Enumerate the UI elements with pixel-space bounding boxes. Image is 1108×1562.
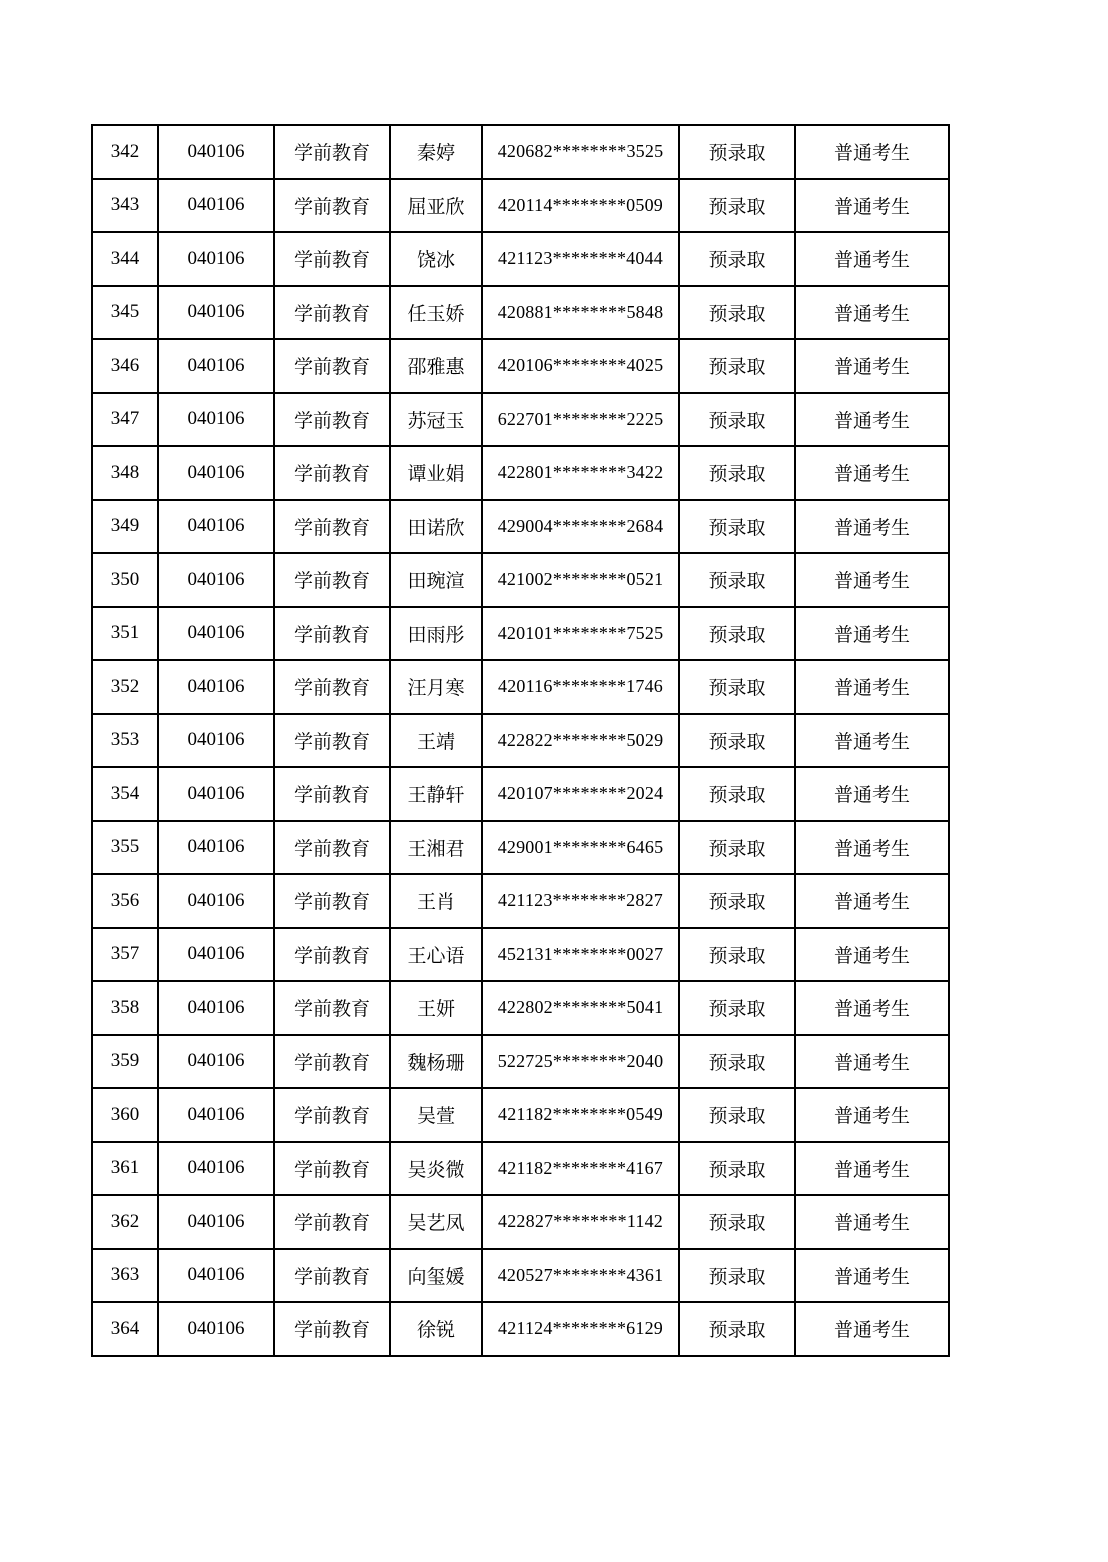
cell-id-number: 422802********5041 <box>482 981 679 1035</box>
table-row <box>92 1302 949 1356</box>
cell-major-name: 学前教育 <box>274 446 390 500</box>
cell-admission-status: 预录取 <box>679 232 795 286</box>
cell-major-name: 学前教育 <box>274 125 390 179</box>
cell-major-name: 学前教育 <box>274 1302 390 1356</box>
cell-major-name: 学前教育 <box>274 500 390 554</box>
cell-id-number: 452131********0027 <box>482 928 679 982</box>
cell-student-name: 秦婷 <box>390 125 482 179</box>
cell-major-name: 学前教育 <box>274 1088 390 1142</box>
cell-major-name: 学前教育 <box>274 393 390 447</box>
cell-major-code: 040106 <box>158 607 274 661</box>
cell-student-type: 普通考生 <box>795 1249 949 1303</box>
cell-id-number: 420682********3525 <box>482 125 679 179</box>
cell-student-name: 饶冰 <box>390 232 482 286</box>
cell-student-name: 王妍 <box>390 981 482 1035</box>
cell-major-code: 040106 <box>158 1249 274 1303</box>
cell-student-type: 普通考生 <box>795 821 949 875</box>
cell-student-name: 徐锐 <box>390 1302 482 1356</box>
table-row <box>92 1195 949 1249</box>
cell-admission-status: 预录取 <box>679 393 795 447</box>
table-row <box>92 660 949 714</box>
cell-major-name: 学前教育 <box>274 928 390 982</box>
cell-admission-status: 预录取 <box>679 1195 795 1249</box>
cell-serial-number: 363 <box>92 1249 158 1303</box>
cell-id-number: 622701********2225 <box>482 393 679 447</box>
cell-serial-number: 364 <box>92 1302 158 1356</box>
table-row <box>92 179 949 233</box>
cell-major-code: 040106 <box>158 1302 274 1356</box>
cell-student-type: 普通考生 <box>795 500 949 554</box>
table-row <box>92 1035 949 1089</box>
cell-major-code: 040106 <box>158 232 274 286</box>
cell-serial-number: 342 <box>92 125 158 179</box>
cell-student-name: 田雨彤 <box>390 607 482 661</box>
cell-major-name: 学前教育 <box>274 553 390 607</box>
cell-major-name: 学前教育 <box>274 714 390 768</box>
cell-admission-status: 预录取 <box>679 660 795 714</box>
table-row <box>92 393 949 447</box>
cell-student-type: 普通考生 <box>795 767 949 821</box>
cell-student-name: 吴艺凤 <box>390 1195 482 1249</box>
table-row <box>92 1249 949 1303</box>
cell-admission-status: 预录取 <box>679 1035 795 1089</box>
cell-admission-status: 预录取 <box>679 874 795 928</box>
table-row <box>92 500 949 554</box>
cell-major-name: 学前教育 <box>274 179 390 233</box>
cell-serial-number: 354 <box>92 767 158 821</box>
cell-major-code: 040106 <box>158 767 274 821</box>
cell-id-number: 421182********0549 <box>482 1088 679 1142</box>
cell-student-name: 邵雅惠 <box>390 339 482 393</box>
cell-serial-number: 350 <box>92 553 158 607</box>
cell-id-number: 421124********6129 <box>482 1302 679 1356</box>
cell-major-code: 040106 <box>158 1088 274 1142</box>
cell-admission-status: 预录取 <box>679 339 795 393</box>
cell-major-name: 学前教育 <box>274 232 390 286</box>
cell-student-type: 普通考生 <box>795 393 949 447</box>
cell-student-type: 普通考生 <box>795 928 949 982</box>
cell-admission-status: 预录取 <box>679 286 795 340</box>
cell-major-code: 040106 <box>158 714 274 768</box>
cell-student-type: 普通考生 <box>795 1035 949 1089</box>
cell-major-name: 学前教育 <box>274 1249 390 1303</box>
cell-major-name: 学前教育 <box>274 874 390 928</box>
cell-student-type: 普通考生 <box>795 1142 949 1196</box>
cell-serial-number: 343 <box>92 179 158 233</box>
cell-admission-status: 预录取 <box>679 1249 795 1303</box>
table-row <box>92 125 949 179</box>
table-row <box>92 339 949 393</box>
cell-id-number: 422822********5029 <box>482 714 679 768</box>
cell-student-name: 田诺欣 <box>390 500 482 554</box>
cell-student-name: 王心语 <box>390 928 482 982</box>
cell-major-code: 040106 <box>158 821 274 875</box>
cell-id-number: 420116********1746 <box>482 660 679 714</box>
cell-serial-number: 348 <box>92 446 158 500</box>
cell-student-name: 屈亚欣 <box>390 179 482 233</box>
cell-major-code: 040106 <box>158 1195 274 1249</box>
cell-serial-number: 355 <box>92 821 158 875</box>
cell-serial-number: 345 <box>92 286 158 340</box>
cell-admission-status: 预录取 <box>679 1088 795 1142</box>
cell-id-number: 421123********4044 <box>482 232 679 286</box>
cell-student-type: 普通考生 <box>795 714 949 768</box>
cell-student-type: 普通考生 <box>795 1088 949 1142</box>
cell-serial-number: 347 <box>92 393 158 447</box>
cell-major-code: 040106 <box>158 179 274 233</box>
table-row <box>92 232 949 286</box>
cell-admission-status: 预录取 <box>679 500 795 554</box>
admission-table <box>91 124 950 1357</box>
cell-admission-status: 预录取 <box>679 179 795 233</box>
cell-major-name: 学前教育 <box>274 286 390 340</box>
cell-serial-number: 346 <box>92 339 158 393</box>
cell-serial-number: 352 <box>92 660 158 714</box>
cell-serial-number: 356 <box>92 874 158 928</box>
cell-id-number: 422827********1142 <box>482 1195 679 1249</box>
cell-major-code: 040106 <box>158 339 274 393</box>
table-row <box>92 446 949 500</box>
cell-id-number: 429004********2684 <box>482 500 679 554</box>
cell-admission-status: 预录取 <box>679 1142 795 1196</box>
cell-serial-number: 360 <box>92 1088 158 1142</box>
cell-major-name: 学前教育 <box>274 660 390 714</box>
cell-major-name: 学前教育 <box>274 821 390 875</box>
cell-admission-status: 预录取 <box>679 446 795 500</box>
cell-student-type: 普通考生 <box>795 553 949 607</box>
table-row <box>92 286 949 340</box>
cell-student-name: 向玺媛 <box>390 1249 482 1303</box>
cell-major-name: 学前教育 <box>274 1035 390 1089</box>
cell-admission-status: 预录取 <box>679 553 795 607</box>
cell-student-type: 普通考生 <box>795 339 949 393</box>
cell-major-name: 学前教育 <box>274 607 390 661</box>
cell-student-type: 普通考生 <box>795 446 949 500</box>
cell-student-name: 吴炎微 <box>390 1142 482 1196</box>
cell-major-name: 学前教育 <box>274 339 390 393</box>
cell-student-type: 普通考生 <box>795 232 949 286</box>
cell-student-name: 任玉娇 <box>390 286 482 340</box>
cell-major-code: 040106 <box>158 125 274 179</box>
cell-major-code: 040106 <box>158 1142 274 1196</box>
cell-student-type: 普通考生 <box>795 607 949 661</box>
cell-major-code: 040106 <box>158 1035 274 1089</box>
cell-serial-number: 362 <box>92 1195 158 1249</box>
cell-major-name: 学前教育 <box>274 1195 390 1249</box>
cell-major-code: 040106 <box>158 981 274 1035</box>
cell-major-code: 040106 <box>158 660 274 714</box>
table-row <box>92 821 949 875</box>
cell-serial-number: 353 <box>92 714 158 768</box>
table-row <box>92 553 949 607</box>
cell-student-type: 普通考生 <box>795 660 949 714</box>
cell-serial-number: 344 <box>92 232 158 286</box>
cell-admission-status: 预录取 <box>679 607 795 661</box>
cell-major-code: 040106 <box>158 393 274 447</box>
cell-serial-number: 359 <box>92 1035 158 1089</box>
cell-admission-status: 预录取 <box>679 125 795 179</box>
cell-major-name: 学前教育 <box>274 767 390 821</box>
cell-major-code: 040106 <box>158 500 274 554</box>
cell-admission-status: 预录取 <box>679 928 795 982</box>
cell-id-number: 429001********6465 <box>482 821 679 875</box>
table-row <box>92 1142 949 1196</box>
cell-major-code: 040106 <box>158 553 274 607</box>
table-body <box>92 125 949 1356</box>
cell-student-name: 汪月寒 <box>390 660 482 714</box>
cell-student-type: 普通考生 <box>795 1302 949 1356</box>
cell-student-name: 王湘君 <box>390 821 482 875</box>
cell-id-number: 420527********4361 <box>482 1249 679 1303</box>
cell-student-name: 吴萱 <box>390 1088 482 1142</box>
cell-student-type: 普通考生 <box>795 286 949 340</box>
cell-serial-number: 349 <box>92 500 158 554</box>
cell-admission-status: 预录取 <box>679 1302 795 1356</box>
cell-serial-number: 361 <box>92 1142 158 1196</box>
table-row <box>92 981 949 1035</box>
cell-id-number: 421123********2827 <box>482 874 679 928</box>
cell-major-name: 学前教育 <box>274 1142 390 1196</box>
cell-major-code: 040106 <box>158 446 274 500</box>
cell-serial-number: 357 <box>92 928 158 982</box>
cell-student-name: 苏冠玉 <box>390 393 482 447</box>
cell-student-type: 普通考生 <box>795 179 949 233</box>
cell-admission-status: 预录取 <box>679 981 795 1035</box>
cell-student-type: 普通考生 <box>795 125 949 179</box>
cell-student-name: 王肖 <box>390 874 482 928</box>
cell-major-name: 学前教育 <box>274 981 390 1035</box>
cell-id-number: 420106********4025 <box>482 339 679 393</box>
cell-id-number: 420114********0509 <box>482 179 679 233</box>
cell-id-number: 420881********5848 <box>482 286 679 340</box>
cell-student-type: 普通考生 <box>795 874 949 928</box>
cell-id-number: 522725********2040 <box>482 1035 679 1089</box>
cell-id-number: 422801********3422 <box>482 446 679 500</box>
cell-serial-number: 358 <box>92 981 158 1035</box>
cell-id-number: 420107********2024 <box>482 767 679 821</box>
cell-admission-status: 预录取 <box>679 714 795 768</box>
table-row <box>92 928 949 982</box>
cell-serial-number: 351 <box>92 607 158 661</box>
table-row <box>92 714 949 768</box>
cell-id-number: 421182********4167 <box>482 1142 679 1196</box>
table-row <box>92 767 949 821</box>
cell-id-number: 420101********7525 <box>482 607 679 661</box>
cell-admission-status: 预录取 <box>679 821 795 875</box>
table-row <box>92 874 949 928</box>
cell-student-name: 王靖 <box>390 714 482 768</box>
cell-admission-status: 预录取 <box>679 767 795 821</box>
cell-major-code: 040106 <box>158 286 274 340</box>
table-row <box>92 607 949 661</box>
cell-student-name: 魏杨珊 <box>390 1035 482 1089</box>
cell-student-type: 普通考生 <box>795 1195 949 1249</box>
cell-major-code: 040106 <box>158 874 274 928</box>
cell-student-name: 田琬渲 <box>390 553 482 607</box>
cell-student-type: 普通考生 <box>795 981 949 1035</box>
cell-major-code: 040106 <box>158 928 274 982</box>
cell-student-name: 谭业娟 <box>390 446 482 500</box>
cell-id-number: 421002********0521 <box>482 553 679 607</box>
table-row <box>92 1088 949 1142</box>
cell-student-name: 王静轩 <box>390 767 482 821</box>
